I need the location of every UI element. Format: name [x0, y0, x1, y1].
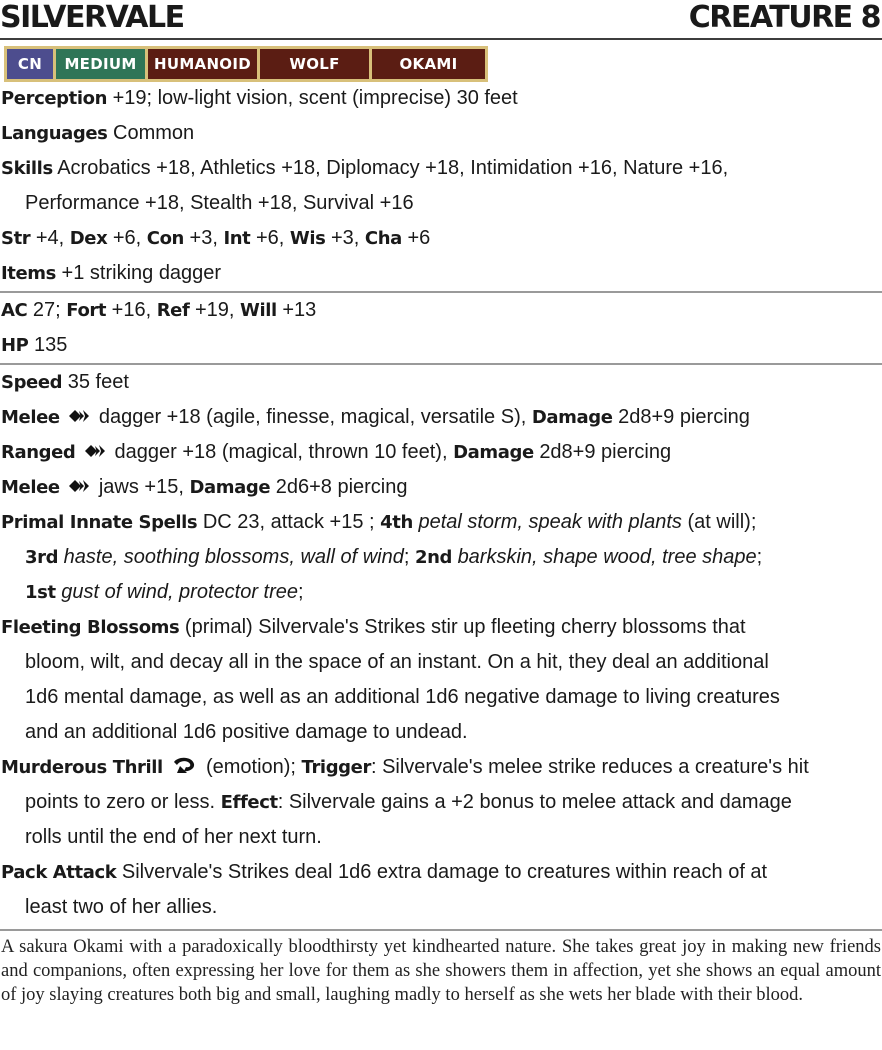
ability-label: Murderous Thrill	[1, 757, 163, 778]
speed-label: Speed	[1, 372, 63, 393]
languages-label: Languages	[1, 123, 108, 144]
int-label: Int	[223, 228, 251, 249]
spell-separator: ;	[298, 581, 304, 603]
damage-label: Damage	[531, 407, 613, 428]
damage-value: 2d6+8 piercing	[275, 476, 408, 498]
fleeting-blossoms-line-4: and an additional 1d6 positive damage to undead.	[25, 721, 468, 743]
ability-tag: (emotion);	[205, 756, 296, 778]
spells-line-3	[1, 575, 882, 610]
spell-separator: ;	[756, 546, 763, 568]
trait-okami: OKAMI	[369, 49, 485, 79]
ability-text: (primal) Silvervale's Strikes stir up fleeting cherry blossoms that	[184, 616, 746, 638]
trigger-label: Trigger	[301, 757, 371, 778]
fort-label: Fort	[66, 300, 107, 321]
skills-label: Skills	[1, 158, 53, 179]
spell-rank-1-label: 1st	[25, 582, 56, 603]
ability-text: Silvervale's Strikes deal 1d6 extra damage to creatures within reach of at	[121, 861, 768, 883]
offense-section	[0, 365, 882, 925]
skills-line	[1, 151, 882, 186]
trigger-text-cont: points to zero or less.	[25, 791, 216, 813]
spell-rank-4-label: 4th	[380, 512, 413, 533]
hp-value: 135	[34, 334, 68, 356]
str-label: Str	[1, 228, 31, 249]
skills-value: Acrobatics +18, Athletics +18, Diplomacy +18, Intimidation +16, Nature +16,	[57, 157, 729, 179]
ability-label: Pack Attack	[1, 862, 117, 883]
damage-label: Damage	[189, 477, 271, 498]
spell-rank-2-list: barkskin, shape wood, tree shape	[457, 546, 757, 568]
spells-label: Primal Innate Spells	[1, 512, 198, 533]
attack-label: Melee	[1, 477, 60, 498]
pack-attack-line-2: least two of her allies.	[25, 896, 218, 918]
spells-line-2	[1, 540, 882, 575]
damage-value: 2d8+9 piercing	[539, 441, 672, 463]
pack-attack-line	[1, 855, 882, 890]
spell-rank-3-label: 3rd	[25, 547, 59, 568]
items-line	[1, 256, 882, 291]
stat-block-header	[0, 0, 882, 38]
fort-value: +16,	[111, 299, 152, 321]
fleeting-blossoms-line-2: bloom, wilt, and decay all in the space of an instant. On a hit, they deal an additional	[25, 651, 769, 673]
hp-label: HP	[1, 335, 29, 356]
trait-size: MEDIUM	[53, 49, 145, 79]
trait-wolf: WOLF	[257, 49, 369, 79]
melee-jaws-line	[1, 470, 882, 505]
dex-label: Dex	[69, 228, 108, 249]
wis-value: +3,	[330, 227, 360, 249]
trait-bar	[4, 46, 488, 82]
will-label: Will	[240, 300, 277, 321]
reaction-icon	[170, 757, 198, 775]
trigger-text: : Silvervale's melee strike reduces a creature's hit	[370, 756, 809, 778]
ability-label: Fleeting Blossoms	[1, 617, 180, 638]
ranged-dagger-line	[1, 435, 882, 470]
header-divider	[0, 38, 882, 40]
wis-label: Wis	[289, 228, 326, 249]
trait-humanoid: HUMANOID	[145, 49, 257, 79]
stats-section	[0, 81, 882, 291]
ac-value: 27;	[32, 299, 61, 321]
skills-line-2: Performance +18, Stealth +18, Survival +16	[25, 192, 414, 214]
ref-value: +19,	[194, 299, 235, 321]
int-value: +6,	[255, 227, 285, 249]
cha-label: Cha	[364, 228, 402, 249]
ability-scores-line	[1, 221, 882, 256]
perception-label: Perception	[1, 88, 107, 109]
effect-label: Effect	[220, 792, 278, 813]
spell-rank-3-list: haste, soothing blossoms, wall of wind	[63, 546, 404, 568]
murderous-thrill-line-3: rolls until the end of her next turn.	[25, 826, 322, 848]
spell-separator: ;	[403, 546, 410, 568]
defense-line	[1, 293, 882, 328]
languages-value: Common	[113, 122, 195, 144]
spells-line	[1, 505, 882, 540]
will-value: +13	[282, 299, 317, 321]
attack-text: dagger +18 (magical, thrown 10 feet),	[114, 441, 448, 463]
single-action-icon	[83, 443, 107, 459]
spell-rank-4-list: petal storm, speak with plants	[418, 511, 682, 533]
attack-text: dagger +18 (agile, finesse, magical, versatile S),	[98, 406, 527, 428]
items-value: +1 striking dagger	[61, 262, 222, 284]
items-label: Items	[1, 263, 56, 284]
damage-label: Damage	[453, 442, 534, 463]
single-action-icon	[67, 408, 91, 424]
fleeting-blossoms-line-3: 1d6 mental damage, as well as an additional 1d6 negative damage to living creatures	[25, 686, 780, 708]
creature-level: CREATURE 8	[688, 0, 880, 35]
speed-value: 35 feet	[67, 371, 129, 393]
spell-rank-2-label: 2nd	[414, 547, 452, 568]
damage-value: 2d8+9 piercing	[618, 406, 750, 428]
creature-description: A sakura Okami with a paradoxically bloodthirsty yet kindhearted nature. She takes great joy in making new friends and companions, often expressing her love for them as she showers them in affection, yet she shows an equal amount of joy slaying creatures both big and small, laughing madly to herself as she wets her blade with their blood.	[1, 937, 881, 1005]
spell-rank-1-list: gust of wind, protector tree	[61, 581, 299, 603]
hp-line	[1, 328, 882, 363]
ac-label: AC	[1, 300, 28, 321]
str-value: +4,	[35, 227, 65, 249]
attack-text: jaws +15,	[98, 476, 184, 498]
single-action-icon	[67, 478, 91, 494]
perception-value: +19; low-light vision, scent (imprecise) 30 feet	[112, 87, 518, 109]
melee-dagger-line	[1, 400, 882, 435]
con-value: +3,	[189, 227, 218, 249]
spells-dc: DC 23, attack +15 ;	[202, 511, 375, 533]
murderous-thrill-line-2	[1, 785, 882, 820]
defense-section	[0, 293, 882, 363]
murderous-thrill-line	[1, 750, 882, 785]
cha-value: +6	[407, 227, 431, 249]
effect-text: : Silvervale gains a +2 bonus to melee attack and damage	[277, 791, 792, 813]
trait-alignment: CN	[7, 49, 53, 79]
perception-line	[1, 81, 882, 116]
creature-name: SILVERVALE	[0, 0, 184, 35]
spell-rank-4-note: (at will);	[687, 511, 757, 533]
con-label: Con	[146, 228, 184, 249]
speed-line	[1, 365, 882, 400]
dex-value: +6,	[112, 227, 142, 249]
attack-label: Melee	[1, 407, 60, 428]
languages-line	[1, 116, 882, 151]
attack-label: Ranged	[1, 442, 76, 463]
fleeting-blossoms-line	[1, 610, 882, 645]
ref-label: Ref	[156, 300, 190, 321]
